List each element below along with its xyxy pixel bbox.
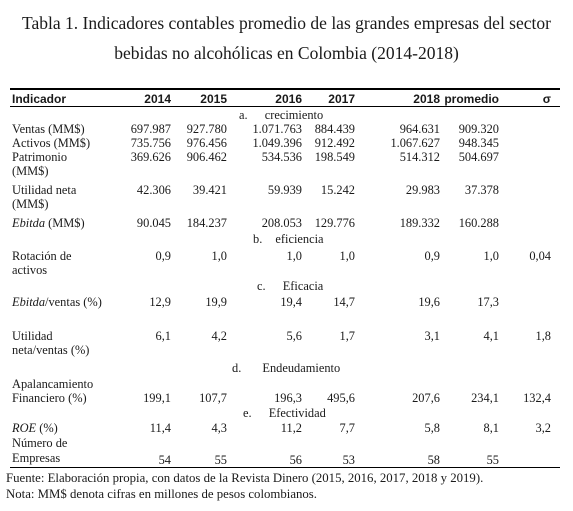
row-roe-2017: 7,7 [339,421,355,435]
top-rule [10,88,560,90]
bottom-rule [10,467,560,468]
footer-source: Fuente: Elaboración propia, con datos de la Revista Dinero (2015, 2016, 2017, 2018 y 2019). [6,471,484,485]
row-patrimonio-label-2: (MM$) [12,164,49,178]
row-ebitda-ventas-label-em: Ebitda [12,295,46,309]
row-apalancamiento-promedio: 234,1 [471,391,499,405]
row-patrimonio-2015: 906.462 [186,150,227,164]
row-utilidad-ventas-2014: 6,1 [155,329,171,343]
row-utilidad-2015: 39.421 [192,183,227,197]
row-empresas-promedio: 55 [486,453,499,467]
section-c [257,280,323,293]
row-ebitda-label-rest: (MM$) [45,216,85,230]
row-ventas-promedio: 909.320 [458,122,499,136]
row-ventas-2018: 964.631 [399,122,440,136]
row-apalancamiento-2017: 495,6 [327,391,355,405]
row-patrimonio-label-1: Patrimonio [12,150,68,164]
row-ebitda-ventas-2018: 19,6 [418,295,440,309]
header-2016: 2016 [275,92,302,106]
section-a [239,109,323,122]
row-roe-2015: 4,3 [211,421,227,435]
row-ebitda-promedio: 160.288 [458,216,499,230]
row-apalancamiento-2016: 196,3 [274,391,302,405]
row-ebitda-ventas-2017: 14,7 [333,295,355,309]
row-utilidad-ventas-2017: 1,7 [339,329,355,343]
row-patrimonio-2016: 534.536 [261,150,302,164]
row-utilidad-ventas-sigma: 1,8 [535,329,551,343]
row-utilidad-ventas-promedio: 4,1 [483,329,499,343]
row-activos-2014: 735.756 [130,136,171,150]
row-empresas-2014: 54 [158,453,171,467]
row-rotacion-2017: 1,0 [339,249,355,263]
row-ebitda-ventas-promedio: 17,3 [477,295,499,309]
row-apalancamiento-label-2: Financiero (%) [12,391,87,405]
header-indicador: Indicador [12,92,67,106]
row-rotacion-promedio: 1,0 [483,249,499,263]
row-utilidad-promedio: 37.378 [464,183,499,197]
row-utilidad-label-1: Utilidad neta [12,183,77,197]
row-ebitda-ventas-2014: 12,9 [149,295,171,309]
footer-note: Nota: MM$ denota cifras en millones de pesos colombianos. [6,487,317,501]
row-roe-label-em: ROE [12,421,37,435]
header-2018: 2018 [413,92,440,106]
section-b-letter: b. [253,232,263,246]
row-empresas-2016: 56 [289,453,302,467]
section-d-name: Endeudamiento [262,361,341,375]
row-roe-2018: 5,8 [424,421,440,435]
section-c-name: Eficacia [282,279,324,293]
row-rotacion-2014: 0,9 [155,249,171,263]
section-d-letter: d. [232,361,242,375]
row-activos-2017: 912.492 [314,136,355,150]
row-apalancamiento-2015: 107,7 [199,391,227,405]
row-utilidad-2016: 59.939 [267,183,302,197]
row-utilidad-2018: 29.983 [405,183,440,197]
row-activos-promedio: 948.345 [458,136,499,150]
header-2014: 2014 [144,92,171,106]
row-patrimonio-2018: 514.312 [399,150,440,164]
row-roe-label [12,422,58,435]
row-empresas-2015: 55 [214,453,227,467]
row-roe-promedio: 8,1 [483,421,499,435]
row-utilidad-2014: 42.306 [136,183,171,197]
row-utilidad-ventas-2018: 3,1 [424,329,440,343]
row-rotacion-sigma: 0,04 [529,249,551,263]
row-empresas-label-1: Número de [12,436,68,450]
section-a-letter: a. [239,108,248,122]
row-roe-2014: 11,4 [149,421,171,435]
section-c-letter: c. [257,279,266,293]
row-empresas-label-2: Empresas [12,451,61,465]
row-ventas-label: Ventas (MM$) [12,122,85,136]
row-rotacion-2018: 0,9 [424,249,440,263]
row-rotacion-label-2: activos [12,263,48,277]
row-ebitda-label-em: Ebitda [12,216,46,230]
row-rotacion-2015: 1,0 [211,249,227,263]
row-ventas-2016: 1.071.763 [252,122,302,136]
section-d [232,362,340,375]
row-patrimonio-2017: 198.549 [314,150,355,164]
row-empresas-2018: 58 [427,453,440,467]
row-patrimonio-2014: 369.626 [130,150,171,164]
row-ebitda-label [12,217,85,230]
row-activos-label: Activos (MM$) [12,136,91,150]
header-promedio: promedio [444,92,499,106]
title-line-1: Tabla 1. Indicadores contables promedio de las grandes empresas del sector [22,13,551,33]
row-ebitda-2016: 208.053 [261,216,302,230]
row-ventas-2015: 927.780 [186,122,227,136]
row-apalancamiento-2014: 199,1 [143,391,171,405]
row-utilidad-ventas-2015: 4,2 [211,329,227,343]
row-roe-label-rest: (%) [36,421,58,435]
section-e-name: Efectividad [268,406,326,420]
row-ebitda-2018: 189.332 [399,216,440,230]
header-2017: 2017 [328,92,355,106]
row-activos-2016: 1.049.396 [252,136,302,150]
row-apalancamiento-label-1: Apalancamiento [12,377,94,391]
row-roe-sigma: 3,2 [535,421,551,435]
row-utilidad-label-2: (MM$) [12,197,49,211]
row-ebitda-ventas-label [12,296,102,309]
row-utilidad-ventas-2016: 5,6 [286,329,302,343]
row-utilidad-ventas-label-2: neta/ventas (%) [12,343,90,357]
row-ventas-2014: 697.987 [130,122,171,136]
row-ebitda-ventas-2015: 19,9 [205,295,227,309]
row-ebitda-ventas-label-rest: /ventas (%) [45,295,102,309]
title-line-2: bebidas no alcohólicas en Colombia (2014-2018) [114,43,459,63]
row-ebitda-2017: 129.776 [314,216,355,230]
section-b-name: eficiencia [275,232,324,246]
header-2015: 2015 [200,92,227,106]
row-apalancamiento-sigma: 132,4 [523,391,551,405]
section-e [243,407,326,420]
header-sigma: σ [542,92,551,106]
row-activos-2018: 1.067.627 [390,136,440,150]
row-empresas-2017: 53 [342,453,355,467]
row-activos-2015: 976.456 [186,136,227,150]
row-utilidad-ventas-label-1: Utilidad [12,329,53,343]
header-rule [10,106,560,107]
row-ventas-2017: 884.439 [314,122,355,136]
row-patrimonio-promedio: 504.697 [458,150,499,164]
row-apalancamiento-2018: 207,6 [412,391,440,405]
table-title [0,8,573,68]
row-utilidad-2017: 15.242 [320,183,355,197]
section-e-letter: e. [243,406,252,420]
row-roe-2016: 11,2 [280,421,302,435]
row-ebitda-ventas-2016: 19,4 [280,295,302,309]
row-rotacion-label-1: Rotación de [12,249,72,263]
section-a-name: crecimiento [264,108,324,122]
section-b [253,233,324,246]
row-ebitda-2015: 184.237 [186,216,227,230]
row-ebitda-2014: 90.045 [136,216,171,230]
row-rotacion-2016: 1,0 [286,249,302,263]
